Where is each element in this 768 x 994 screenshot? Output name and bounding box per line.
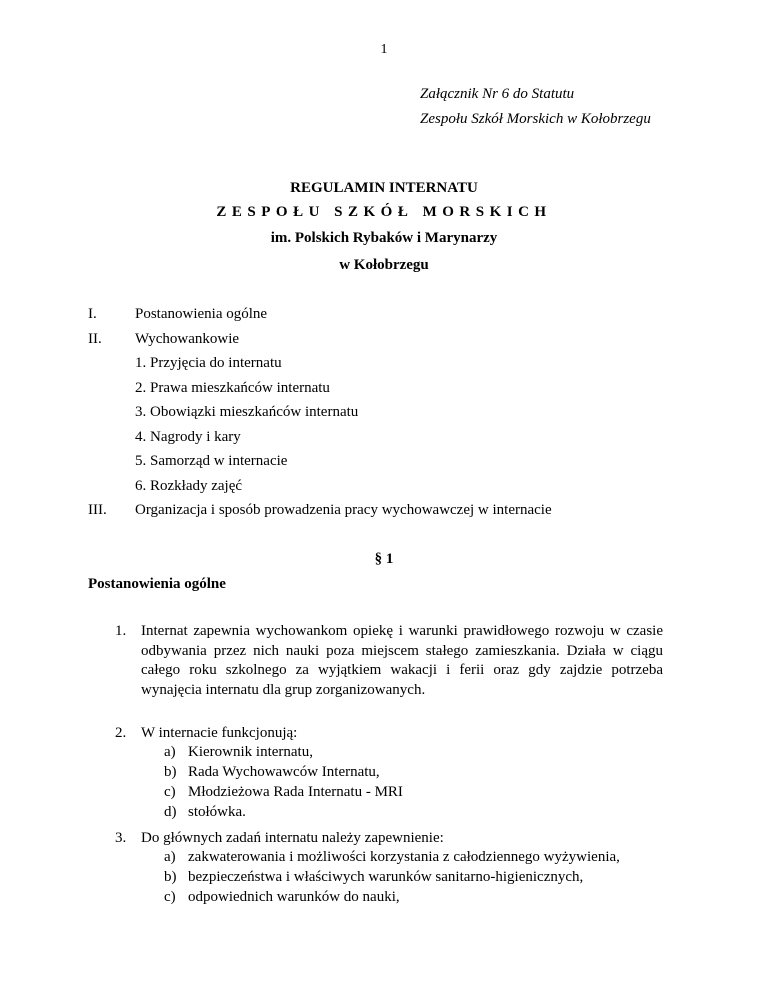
page-number: 1	[380, 42, 388, 57]
list-text: zakwaterowania i możliwości korzystania z całodziennego wyżywienia,	[188, 849, 620, 865]
list-item	[164, 764, 380, 781]
paragraph-1	[115, 622, 663, 700]
toc-sub-item: 2. Prawa mieszkańców internatu	[135, 380, 330, 396]
toc-section-label: Wychowankowie	[135, 331, 240, 347]
toc-sub-item: 5. Samorząd w internacie	[135, 453, 288, 469]
school-name-title: ZESPOŁU SZKÓŁ MORSKICH	[216, 204, 552, 220]
list-item	[164, 849, 620, 866]
list-text: Kierownik internatu,	[188, 744, 313, 760]
toc-sub-item: 4. Nagrody i kary	[135, 429, 241, 445]
paragraph-number: 2.	[115, 725, 127, 741]
list-item	[164, 869, 583, 886]
paragraph-text: Internat zapewnia wychowankom opiekę i warunki prawidłowego rozwoju w czasie odbywania przez nich nauki poza miejscem stałego zamieszkania. Działa w ciągu całego roku szkolnego za wyjątkiem wakacji i ferii oraz gdy zajdzie potrzeba wynajęcia internatu dla grup zorganizowanych.	[141, 623, 663, 698]
list-letter: c)	[164, 784, 176, 800]
list-letter: b)	[164, 869, 177, 885]
list-text: bezpieczeństwa i właściwych warunków sanitarno-higienicznych,	[188, 869, 584, 885]
list-item	[164, 784, 403, 801]
paragraph-2	[115, 724, 663, 744]
list-item	[164, 804, 246, 821]
list-item	[164, 889, 400, 906]
paragraph-text: W internacie funkcjonują:	[141, 725, 298, 741]
paragraph-number: 3.	[115, 830, 127, 846]
annex-line-2: Zespołu Szkół Morskich w Kołobrzegu	[420, 111, 651, 127]
list-text: stołówka.	[188, 804, 246, 820]
paragraph-3	[115, 829, 663, 849]
toc-section-number: III.	[88, 502, 107, 518]
list-text: Rada Wychowawców Internatu,	[188, 764, 380, 780]
list-text: Młodzieżowa Rada Internatu - MRI	[188, 784, 403, 800]
list-letter: b)	[164, 764, 177, 780]
paragraph-text: Do głównych zadań internatu należy zapewnienie:	[141, 830, 444, 846]
list-item	[164, 744, 313, 761]
school-patron: im. Polskich Rybaków i Marynarzy	[270, 230, 498, 246]
section-symbol: § 1	[374, 551, 394, 567]
list-text: odpowiednich warunków do nauki,	[188, 889, 400, 905]
section-heading: Postanowienia ogólne	[88, 576, 226, 592]
list-letter: a)	[164, 849, 176, 865]
paragraph-number: 1.	[115, 623, 127, 639]
school-city: w Kołobrzegu	[339, 257, 429, 273]
document-title: REGULAMIN INTERNATU	[290, 180, 478, 196]
toc-sub-item: 6. Rozkłady zajęć	[135, 478, 243, 494]
toc-section-label: Organizacja i sposób prowadzenia pracy wychowawczej w internacie	[135, 502, 552, 518]
toc-section-number: I.	[88, 306, 97, 322]
toc-section-label: Postanowienia ogólne	[135, 306, 268, 322]
list-letter: a)	[164, 744, 176, 760]
toc-sub-item: 3. Obowiązki mieszkańców internatu	[135, 404, 359, 420]
toc-sub-item: 1. Przyjęcia do internatu	[135, 355, 282, 371]
list-letter: c)	[164, 889, 176, 905]
toc-section-number: II.	[88, 331, 102, 347]
list-letter: d)	[164, 804, 177, 820]
annex-line-1: Załącznik Nr 6 do Statutu	[420, 86, 575, 102]
